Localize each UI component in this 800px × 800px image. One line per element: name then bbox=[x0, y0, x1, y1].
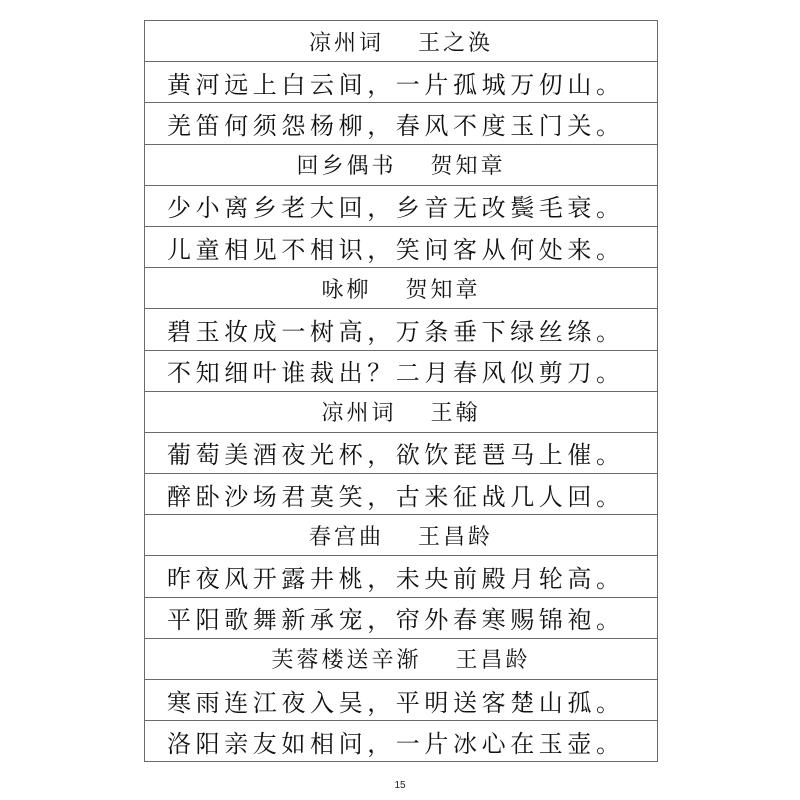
poem-table bbox=[144, 20, 658, 762]
poem-line: 洛阳亲友如相问，一片冰心在玉壶。 bbox=[144, 721, 658, 762]
poem-title-row bbox=[144, 145, 658, 186]
poem-line: 葡萄美酒夜光杯，欲饮琵琶马上催。 bbox=[144, 433, 658, 474]
poem-line: 昨夜风开露井桃，未央前殿月轮高。 bbox=[144, 556, 658, 597]
poem-line: 碧玉妆成一树高，万条垂下绿丝绦。 bbox=[144, 309, 658, 350]
poem-title: 芙蓉楼送辛渐 bbox=[271, 648, 422, 674]
poem-author: 王之涣 bbox=[418, 30, 494, 56]
poem-line: 儿童相见不相识，笑问客从何处来。 bbox=[144, 227, 658, 268]
poem-line: 不知细叶谁裁出？二月春风似剪刀。 bbox=[144, 351, 658, 392]
poem-line: 羌笛何须怨杨柳，春风不度玉门关。 bbox=[144, 103, 658, 144]
poem-author: 王翰 bbox=[430, 401, 481, 427]
poem-line: 寒雨连江夜入吴，平明送客楚山孤。 bbox=[144, 680, 658, 721]
poem-line: 黄河远上白云间，一片孤城万仞山。 bbox=[144, 62, 658, 103]
poem-line: 少小离乡老大回，乡音无改鬓毛衰。 bbox=[144, 186, 658, 227]
poem-title: 回乡偶书 bbox=[296, 154, 397, 180]
poem-title-row bbox=[144, 268, 658, 309]
poem-line: 平阳歌舞新承宠，帘外春寒赐锦袍。 bbox=[144, 598, 658, 639]
poem-title: 凉州词 bbox=[308, 30, 384, 56]
poem-title: 凉州词 bbox=[321, 401, 397, 427]
poem-line: 醉卧沙场君莫笑，古来征战几人回。 bbox=[144, 474, 658, 515]
poem-title: 咏柳 bbox=[321, 277, 372, 303]
poem-title-row bbox=[144, 515, 658, 556]
poem-title-row bbox=[144, 392, 658, 433]
poem-title-row bbox=[144, 21, 658, 62]
poem-author: 王昌龄 bbox=[455, 648, 531, 674]
page-number: 15 bbox=[394, 780, 406, 791]
poem-author: 贺知章 bbox=[405, 277, 481, 303]
poem-title: 春宫曲 bbox=[308, 524, 384, 550]
poem-author: 贺知章 bbox=[430, 154, 506, 180]
poem-title-row bbox=[144, 639, 658, 680]
poem-author: 王昌龄 bbox=[418, 524, 494, 550]
